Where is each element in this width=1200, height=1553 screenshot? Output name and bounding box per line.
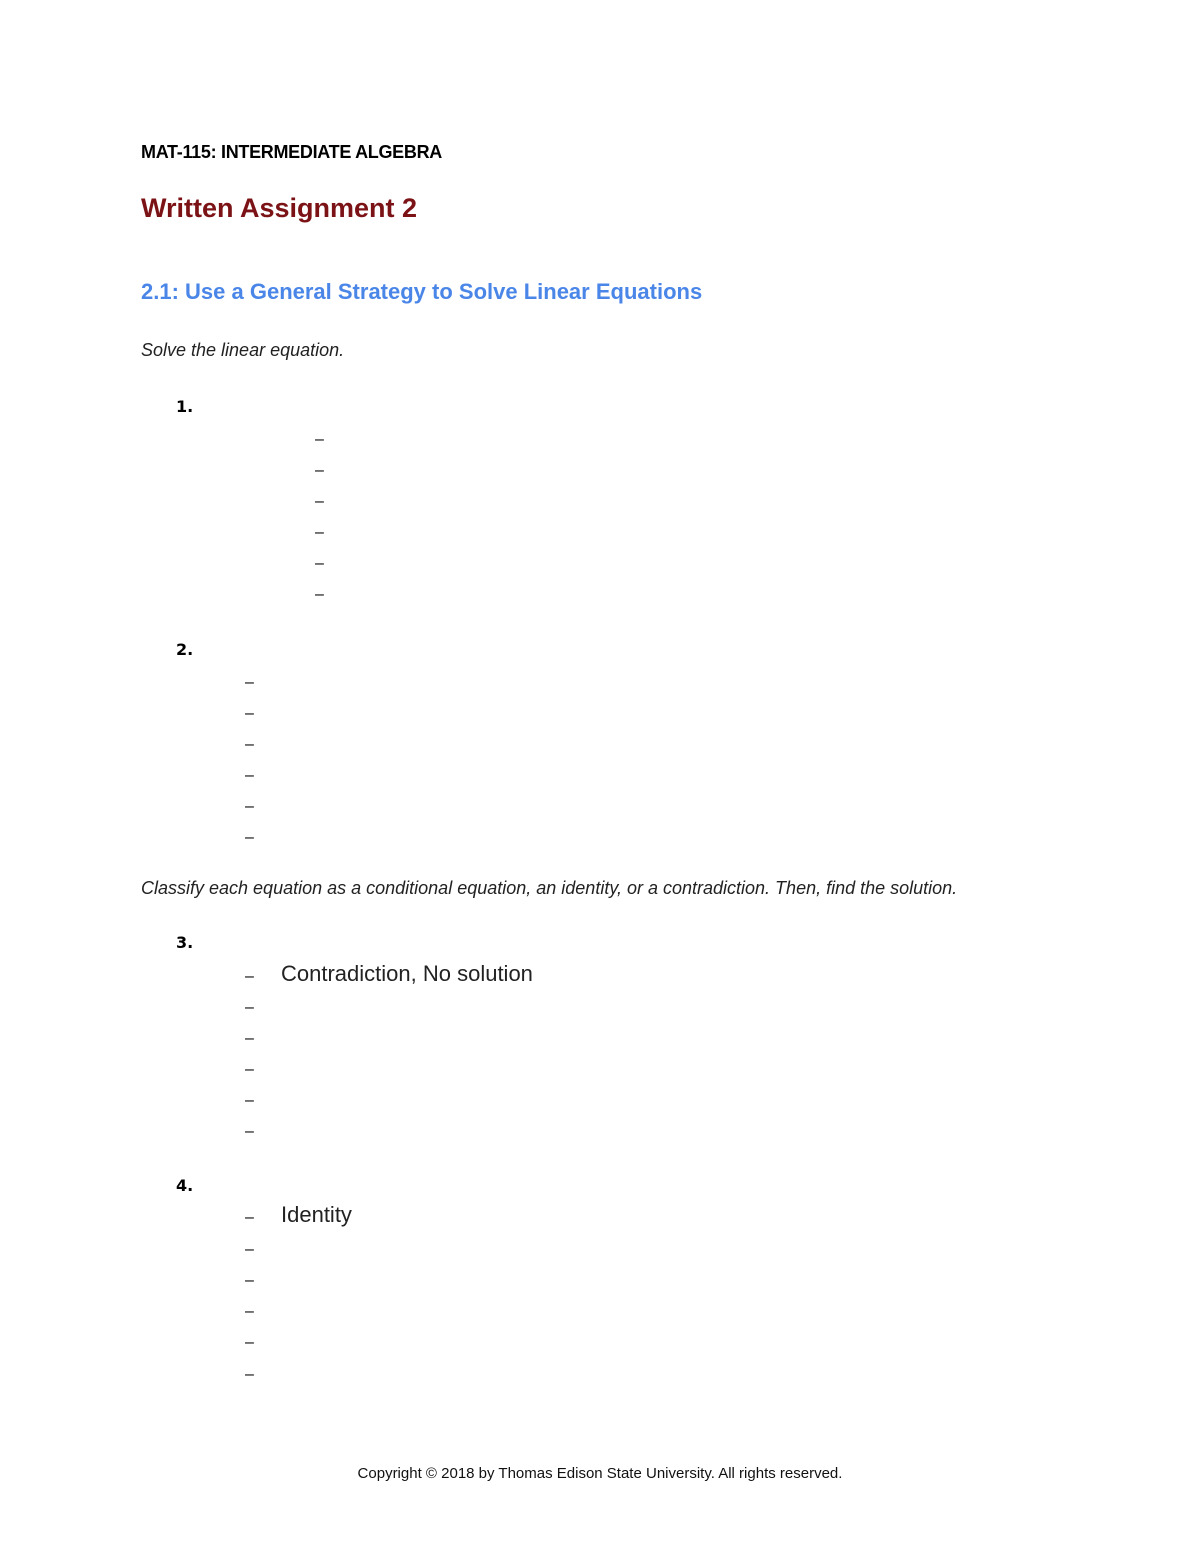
step-line: –	[245, 736, 254, 753]
step-line: –	[245, 1272, 254, 1289]
answer-line: – Identity	[245, 1202, 352, 1227]
step-line: –	[245, 1241, 254, 1258]
copyright-footer: Copyright © 2018 by Thomas Edison State University. All rights reserved.	[357, 1465, 843, 1482]
classify-instructions: Classify each equation as a conditional equation, an identity, or a contradiction. Then, find the solution.	[141, 878, 958, 898]
step-line: –	[315, 431, 324, 448]
step-line: –	[245, 1092, 254, 1109]
question-number: 3.	[176, 933, 194, 952]
step-line: –	[245, 1030, 254, 1047]
section-heading: 2.1: Use a General Strategy to Solve Linear Equations	[141, 279, 703, 304]
question-number: 2.	[176, 640, 194, 659]
step-line: –	[245, 1123, 254, 1140]
step-line: –	[245, 829, 254, 846]
question-number: 4.	[176, 1176, 194, 1195]
step-line: –	[315, 524, 324, 541]
answer-line: – Contradiction, No solution	[245, 961, 533, 986]
step-line: –	[245, 705, 254, 722]
step-line: –	[245, 674, 254, 691]
step-line: –	[245, 767, 254, 784]
step-line: –	[245, 1334, 254, 1351]
step-line: –	[245, 1366, 254, 1383]
solve-instructions: Solve the linear equation.	[141, 340, 345, 360]
step-line: –	[315, 493, 324, 510]
step-line: –	[245, 999, 254, 1016]
step-line: –	[245, 1303, 254, 1320]
step-line: –	[315, 462, 324, 479]
step-line: –	[315, 555, 324, 572]
question-number: 1.	[176, 397, 194, 416]
step-line: –	[245, 798, 254, 815]
course-title: MAT-115: INTERMEDIATE ALGEBRA	[141, 142, 442, 162]
step-line: –	[315, 586, 324, 603]
answer-text: Identity	[281, 1202, 352, 1227]
answer-text: Contradiction, No solution	[281, 961, 533, 986]
step-line: –	[245, 1061, 254, 1078]
assignment-title: Written Assignment 2	[141, 193, 418, 223]
